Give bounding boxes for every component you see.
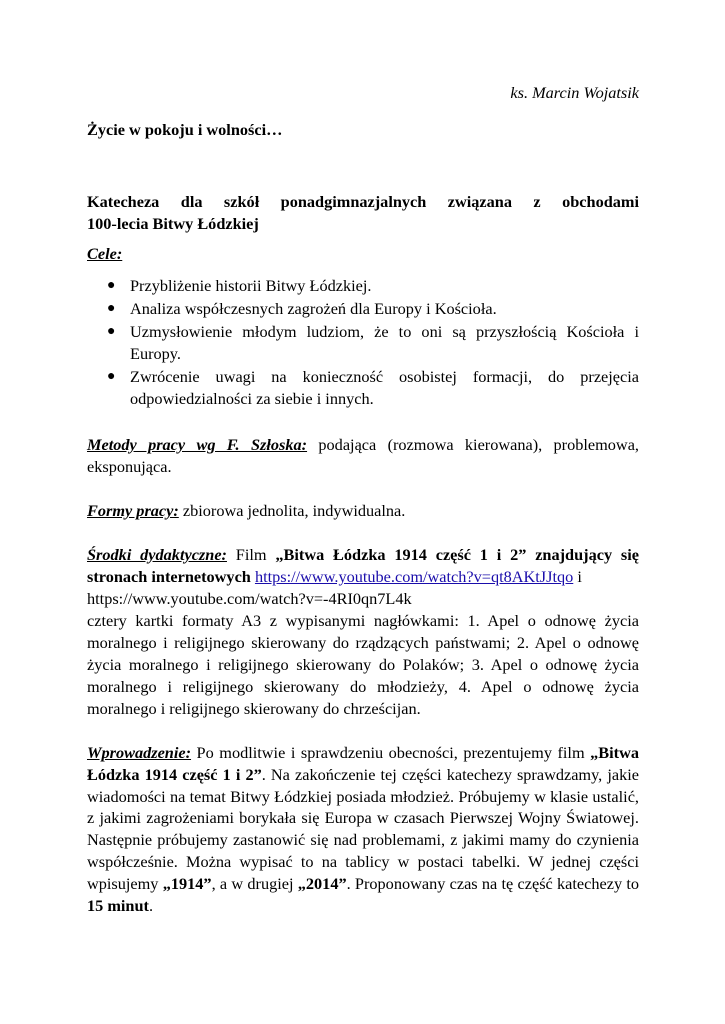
year-1914: „1914” [162,873,212,893]
document-page [87,82,639,916]
methods-text: podająca (rozmowa kierowana), problemowa, eksponująca. [87,435,639,476]
goals-heading: Cele: [87,244,123,263]
methods-paragraph [87,434,639,478]
intro-paragraph: Wprowadzenie: Po modlitwie i sprawdzeniu obecności, prezentujemy film „Bitwa Łódzka 1914 część 1 i 2”. Na zakończenie tej części katechezy sprawdzamy, jakie wiadomości na temat Bitwy Łódzkiej posiada młodzież. Próbujemy w klasie ustalić, z jakimi zagrożeniami borykała się Europa w czasach Pierwszej Wojny Światowej. Następnie próbujemy zastanowić się nad problemami, z jakimi mamy do czynienia współcześnie. Można wypisać to na tablicy w postaci tabelki. W jednej części wpisujemy „1914”, a w drugiej „2014”. Proponowany czas na tę część katechezy to 15 minut. [87,743,640,915]
means-cards-text: cztery kartki formaty A3 z wypisanymi nagłówkami: 1. Apel o odnowę życia moralnego i religijnego skierowany do rządzących państwami; 2. Apel o odnowę życia moralnego i religijnego skierowany do Polaków; 3. Apel o odnowę życia moralnego i religijnego skierowany do młodzieży, 4. Apel o odnowę życia moralnego i religijnego skierowany do chrześcijan. [87,611,639,718]
means-film-title: „Bitwa Łódzka 1914 część 1 i 2” znajdujący się stronach internetowych [87,545,639,586]
bullet-icon: ● [107,301,116,316]
means-intro: Film [226,545,276,564]
goal-item: ● Analiza współczesnych zagrożeń dla Europy i Kościoła. [107,299,497,318]
forms-paragraph [87,500,639,522]
goals-heading-row [87,243,639,265]
means-heading: Środki dydaktyczne: [87,545,227,564]
intro-heading: Wprowadzenie: [87,743,192,762]
bullet-icon: ● [107,369,116,384]
goals-list [87,275,639,410]
subtitle-line-1: Katecheza dla szkół ponadgimnazjalnych związana z obchodami [87,192,639,211]
goal-item: ● Przybliżenie historii Bitwy Łódzkiej. [107,276,372,295]
time-duration: 15 minut [87,895,149,915]
document-title: Życie w pokoju i wolności… [87,120,283,139]
bullet-icon: ● [107,278,116,293]
bullet-icon: ● [107,324,116,339]
author-name: ks. Marcin Wojatsik [510,83,639,102]
forms-heading: Formy pracy: [87,501,179,520]
methods-heading: Metody pracy wg F. Szłoska: [87,435,308,454]
means-paragraph [87,544,639,720]
youtube-link-2[interactable]: https://www.youtube.com/watch?v=-4RI0qn7L4k [87,589,412,608]
intro-film-title: „Bitwa Łódzka 1914 część 1 i 2” [87,743,639,784]
means-connector: i [573,567,582,586]
goal-item: ● Zwrócenie uwagi na konieczność osobistej formacji, do przejęcia odpowiedzialności za siebie i innych. [107,367,639,408]
goal-item: ● Uzmysłowienie młodym ludziom, że to oni są przyszłością Kościoła i Europy. [107,322,639,363]
year-2014: „2014” [297,873,347,893]
youtube-link-1[interactable]: https://www.youtube.com/watch?v=qt8AKtJJtqo [254,567,574,586]
subtitle-line-2: 100-lecia Bitwy Łódzkiej [87,214,259,233]
forms-text: zbiorowa jednolita, indywidualna. [178,501,406,520]
